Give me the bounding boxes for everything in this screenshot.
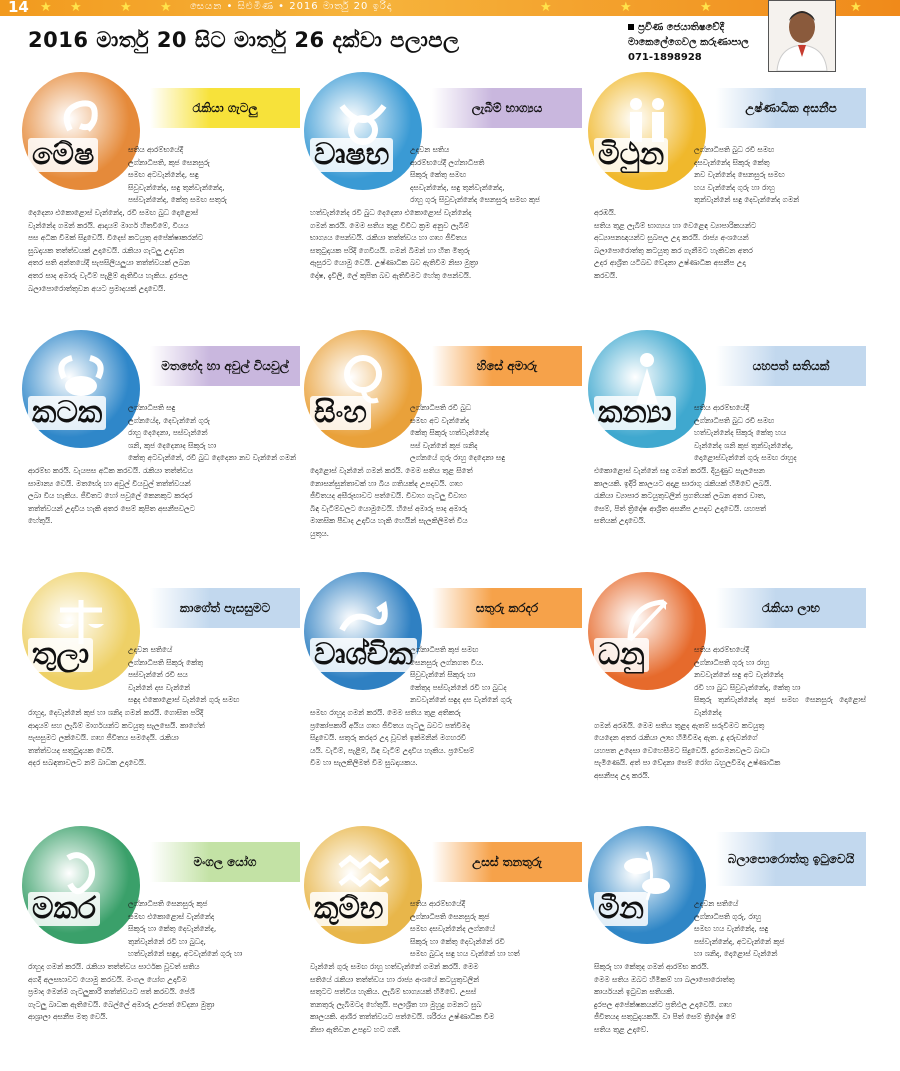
forecast-line: ලග්නයේ ගුරු රාහු දෙදෙනා සඳු xyxy=(410,453,505,463)
forecast-line: වැන්නේද ශනි කුජ තුන්වැන්නේද, xyxy=(694,440,794,450)
sign-forecast-text xyxy=(28,402,300,528)
forecast-line: සඳුද එකොළොස් වැන්නේ ගුරු සමඟ xyxy=(128,695,240,705)
forecast-line: නිසා ඇතිවන උපද්‍රව හට ගනී. xyxy=(310,1024,401,1034)
sign-name: සිංහ xyxy=(310,396,371,430)
forecast-line: හත්වැන්නේ සඳුද, අටවැන්නේ ගුරු හා xyxy=(128,949,243,959)
forecast-line: සතිය ආරම්භයේදී xyxy=(694,403,750,412)
forecast-line: සමඟ දසවැන්නේද ලග්නයේ xyxy=(410,924,496,934)
star-icon: ★ xyxy=(540,0,552,15)
forecast-line: සතිය තුළ ලැබීම් භාග්‍යය හා වෙළෙඳ ව්‍යාපාරිකයන්ට xyxy=(594,220,757,230)
horoscope-cell xyxy=(304,572,586,817)
forecast-line: ආරම්භයේදී ලග්නාධිපති xyxy=(410,157,485,167)
forecast-line: සිවුවැන්නේ සිකුරු හා xyxy=(410,670,476,680)
forecast-line: ලබා විය හැකිය. ජීවිතට හෝ පවුලේ කෙනකුට කරදර xyxy=(28,491,193,501)
page-number: 14 xyxy=(8,0,29,16)
sign-name: කටක xyxy=(28,396,106,430)
forecast-line: රාහුද, දෙවැන්නේ කුජ හා ශනිද ගමන් කරයි. ගොසිත පරිදි xyxy=(28,707,204,717)
forecast-line: සමඟ අටවැන්නේද, සඳු xyxy=(128,170,199,180)
horoscope-cell xyxy=(588,572,870,817)
forecast-line: උදර ආශ්‍රිත යටිබඩ වේදනා උෂ්ණාධික අසනීප උදා xyxy=(594,258,746,268)
star-icon: ★ xyxy=(700,0,712,15)
forecast-line: හත්වැන්නේද රවි බුධ දෙදෙනා එකොළොස් වැන්නේද xyxy=(310,207,472,217)
forecast-line: යුතුය. xyxy=(310,528,329,538)
forecast-line: ලග්නාධිපති සිකුරු කේතු xyxy=(128,657,204,667)
sign-name: කුම්භ xyxy=(310,892,388,926)
forecast-line: අතර සාද අමාරු වැටීම් පැළීම් ඇතිවිය හැකිය. දුරපල xyxy=(28,270,188,280)
sign-name: වෘෂභ xyxy=(310,138,393,172)
sign-name: මේෂ xyxy=(28,138,98,172)
forecast-line: දසවැන්නේද, සඳු තුන්වැන්නේද, xyxy=(410,182,505,192)
sign-forecast-text xyxy=(28,644,300,770)
horoscope-cell xyxy=(304,330,586,575)
page-title: 2016 මාර්තු 20 සිට මාර්තු 26 දක්වා පලාපල xyxy=(28,28,460,52)
forecast-line: කේතුද පස්වැන්නේ රවි හා බුධද xyxy=(410,682,507,692)
author-phone: 071-1898928 xyxy=(628,52,702,63)
forecast-line: තුන්වැන්නේ සඳු දෙවැන්නේද ගමන් xyxy=(694,195,800,205)
star-icon: ★ xyxy=(70,0,82,15)
sign-forecast-text xyxy=(310,644,582,770)
sign-name: වෘශ්චික xyxy=(310,638,417,672)
forecast-line: යෙදෙන අතර රැකියා ලාභ හිමිවීමද ඇත. දූ දරුවන්ගේ xyxy=(594,733,758,743)
forecast-line: සුබදායක තත්ත්වයක් උදාවෙයි. රැකියා ගැටලු උදාවන xyxy=(28,245,185,255)
forecast-line: කේතු අටවැන්නේ, රවි බුධ දෙදෙනා නව වැන්නේ ගමන් xyxy=(128,453,297,463)
bullet-icon xyxy=(628,24,634,30)
forecast-line: වීම හා සැලකිලිමත් වීම සුබදායකය. xyxy=(310,758,418,768)
author-photo xyxy=(768,0,836,72)
forecast-line: අතර සති අන්තයේදී සැපසිලියලුයා තත්ත්වයක් ලබන xyxy=(28,258,190,268)
forecast-line: සිකුරු හා කේතු දෙවැන්නේද, xyxy=(128,924,217,934)
sign-headline-banner: රැකියා ලාභ xyxy=(716,588,866,628)
forecast-line: භාග්‍යය පෙන්වයි. රැකියා තත්ත්වය හා ගෘහ ජීවිතය xyxy=(310,233,467,243)
forecast-line: කාලයකි. ඉදිරි කාලයට අදාළ සාරාගු රැකියක් හිමිවේ ලබයි. xyxy=(594,478,772,488)
forecast-line: සෙම්, පිත් ත්‍රිදෝෂ ආශ්‍රිත අසනීප උපදව උදාවෙයි. යහපත් xyxy=(594,503,767,513)
forecast-line: පස් වැන්නේ කුජ ශනිද xyxy=(410,440,478,450)
horoscope-cell xyxy=(22,826,304,1071)
forecast-line: අධ්‍යාපනඥයන්ට සුබපල උදා කරයි. රාජ්‍ය අංශයෙන් xyxy=(594,233,749,243)
forecast-line: ගමන් කරයි. මෙම සතිය තුළ විවිධ ක්‍රම අනුව ලැබීම් xyxy=(310,220,470,230)
forecast-line: යහපත උදෙසා වෙහෙසීමට සිදුවෙයි. දුරගමනවලට බාධා xyxy=(594,745,770,755)
forecast-line: ආශ්‍රාලා අසනීප මතු වෙයි. xyxy=(28,1012,108,1022)
forecast-line: දොළොස් වැන්නේ ගමන් කරයි. මෙම සතිය තුළ සිතේ xyxy=(310,465,473,475)
forecast-line: පස්වැන්නේ රවි සය xyxy=(128,670,188,680)
forecast-line: බලාපොරොත්තු කටයුතු කර ගැනීමට හැකිවන අතර xyxy=(594,245,753,255)
forecast-line: පැමිණෙයි. අත් පා වේදනා සෙම් රෝග බහුලවීමද උෂ්ණාධික xyxy=(594,758,781,768)
forecast-line: දසවැන්නේද සිකුරු කේතු xyxy=(694,157,770,167)
sign-forecast-text xyxy=(594,402,866,528)
forecast-line: ජීවිතයද සතුටුදායකයි. වා පිත් සෙම් ත්‍රිදෝෂ මේ xyxy=(594,1012,736,1022)
forecast-line: ලග්නාධිපති බුධ රවි සමඟ xyxy=(694,145,775,154)
forecast-line: මානසික පීඩාද උදාවිය හැකි හෙයින් සැලකිලිමත් විය xyxy=(310,516,468,526)
forecast-line: හා ශනිද, දොළොස් වැන්නේ xyxy=(694,949,778,959)
forecast-line: කරවයි. xyxy=(594,270,618,280)
forecast-line: සිකුරු තුන්වැන්නේද කුජ සමඟ සෙනසුරු දොළොස් වැන්නේද xyxy=(694,695,869,717)
sign-headline-banner: රැකියා ගැටලු xyxy=(150,88,300,128)
forecast-line: රවි හා බුධ සිවුවැන්නේද, කේතු හා xyxy=(694,682,801,692)
forecast-line: වැන්නේද ගමන් කරයි. ආදායම් මාර්ග හිතවීමේ, වියය xyxy=(28,220,189,230)
sign-name: මකර xyxy=(28,892,100,926)
forecast-line: නව වැන්නේද සෙනසුරු සමඟ xyxy=(694,170,785,180)
forecast-line: නවවැන්නේ සඳු අට වැන්නේද xyxy=(694,670,784,680)
forecast-line: දුරපල අපේක්ෂකයන්ට ප්‍රතිඵල උදාවෙයි. ගෘහ xyxy=(594,999,733,1009)
forecast-line: තනතුරු ලැබීමටද හේතුයි. පලාශ්‍රිත හා මුහුදු ගමනට සුබ xyxy=(310,999,482,1009)
forecast-line: දෙදෙනා එකොළොස් වැන්නේද, රවි සමඟ බුධ දොළොස් xyxy=(28,207,199,217)
forecast-line: කේතු සිකුරු හත්වැන්නේද xyxy=(410,428,489,438)
forecast-line: නොසන්සුන්තාවක් හා බිය ගතියක්ද උපදවයි. ගෘහ xyxy=(310,478,463,488)
sign-forecast-text xyxy=(28,144,300,295)
forecast-line: සතිය ආරම්භයේදී xyxy=(694,645,750,654)
forecast-line: උදාවන සතිය xyxy=(410,145,450,154)
sign-headline-banner: ලැබීම් භාග්‍යය xyxy=(432,88,582,128)
forecast-line: ලග්නාධිපති කුජ සමඟ xyxy=(410,645,479,654)
forecast-line: සතිය ආරම්භයේදී xyxy=(128,145,184,154)
sign-forecast-text xyxy=(28,898,300,1024)
forecast-line: සිදුවෙයි. සතුරු කරදර උදා වූවත් ඉක්මනින් මගහරවී xyxy=(310,733,467,743)
strip-info: සෙයන • සිළුමිණ • 2016 මාර්තු 20 ඉරිදා xyxy=(190,1,393,12)
forecast-line: එකොළොස් වැන්නේ සඳු ගමන් කරයි. දියුණුව සැලසෙන xyxy=(594,465,765,475)
forecast-line: හය වැන්නේද ගුරු හා රාහු xyxy=(694,182,775,192)
forecast-line: ආදායම් සහ ලැබීම් මාර්ගයන්ට කටයුතු සැලසෙයි. කාගේත් xyxy=(28,720,205,730)
forecast-line: ලග්නාධිපති රවි බුධ xyxy=(410,403,472,412)
star-icon: ★ xyxy=(850,0,862,15)
forecast-line: සමඟ අට වැන්නේද xyxy=(410,415,470,425)
forecast-line: සමඟ රාහුද ගමන් කරයි. මෙම සතිය තුළ අතිකරු xyxy=(310,707,461,717)
sign-name: මිථුන xyxy=(594,138,668,172)
sign-headline-banner: උසස් තනතුරු xyxy=(432,842,582,882)
forecast-line: අදර සබඳතාවලට නම් බාධක උදාවෙයි. xyxy=(28,758,147,768)
forecast-line: ප්‍රමාද මෙන්ම ගැටලුකාරී තත්ත්වයට පත් කරවයි. පේශි xyxy=(28,987,195,997)
forecast-line: සිකුරු කේතු සමඟ xyxy=(410,170,467,180)
sign-headline-banner: හිසේ අමාරු xyxy=(432,346,582,386)
sign-name: මීන xyxy=(594,892,648,926)
forecast-line: නවවැන්නේ සඳුද දස වැන්නේ ගුරු xyxy=(410,695,512,705)
horoscope-cell xyxy=(588,72,870,317)
horoscope-cell xyxy=(22,572,304,817)
forecast-line: සිවුවැන්නේද, සඳු තුන්වැන්නේද, xyxy=(128,182,225,192)
sign-forecast-text xyxy=(594,144,866,283)
horoscope-cell xyxy=(588,330,870,575)
author-name: මාකෙලේගෙවල කරුණාපාල xyxy=(628,37,749,48)
sign-forecast-text xyxy=(310,402,582,541)
forecast-line: ගැටලු බාධක ඇතිවෙයි. බෙල්ලේ අමාරු උරපත් වේදනා මුත්‍රා xyxy=(28,999,215,1009)
forecast-line: ඇසුරට යොමු වෙයි. උෂ්ණාධික බව ඇතිවීම නිසා මුත්‍රා xyxy=(310,258,479,268)
forecast-line: රාහු ගුරු සිවුවැන්නේද සෙනසුරු සමඟ කුජ xyxy=(410,195,540,205)
top-strip xyxy=(0,0,900,16)
forecast-line: සතියක් උදාවෙයි. xyxy=(594,516,646,526)
forecast-line: යයි. වැටීම්, පැළීම්, බිඳ වැටීම් උදාවිය හැකිය. ප්‍රවේසම් xyxy=(310,745,475,755)
author-title: ප්‍රවීණ ජෙ‍යාතිෂවේදී xyxy=(638,22,725,33)
forecast-line: හත්වැන්නේද සිකුරු කේතු හය xyxy=(694,428,787,438)
forecast-line: ලග්නාධිපති සෙනසුරු කුජ xyxy=(128,899,208,908)
forecast-line: උදාවන සතියේ xyxy=(128,645,173,654)
sign-headline-banner: යහපත් සතියක් xyxy=(716,346,866,386)
horoscope-cell xyxy=(304,826,586,1071)
sign-headline-banner: උෂ්ණාධික අසනීප xyxy=(716,88,866,128)
forecast-line: තත්ත්වයද සතුටුදායක වෙයි. xyxy=(28,745,114,755)
forecast-line: මෙම සතිය ඔබට හිමිකම් හා බලාපොරොත්තු xyxy=(594,974,735,984)
forecast-line: වැන්නේ ගුරු සමඟ රාහු හත්වැන්නේ ගමන් කරයි. මෙම xyxy=(310,961,479,971)
horoscope-cell xyxy=(22,72,304,317)
forecast-line: අගදී අලසභාවට යොමු කරවයි. මංගල යෝග උදාවීම xyxy=(28,974,187,984)
horoscope-cell xyxy=(588,826,870,1071)
forecast-line: ජීවිතයද අසීරුභාවට පත්වෙයි. විවාහ ගැටලු විවාහ xyxy=(310,491,467,501)
forecast-line: ලග්නාධිපති, කුජ සෙනසුරු xyxy=(128,157,210,167)
sign-name: ධනු xyxy=(594,638,649,672)
forecast-line: සෙනසුරු ලග්නගත වීය. xyxy=(410,657,484,667)
forecast-line: ලග්නාධිපති සෙනසුරු කුජ xyxy=(410,911,490,921)
forecast-line: කාලයකි. ආශිර තත්ත්වයට පත්වෙයි. ශරීරය උෂ්ණාධික වීම xyxy=(310,1012,495,1022)
forecast-line: සතිය ආරම්භයේදී xyxy=(410,899,466,908)
forecast-line: ලග්නයේද, දෙවැන්නේ ගුරු xyxy=(128,415,210,425)
sign-headline-banner: මතභේද හා අවුල් වියවුල් xyxy=(150,346,300,386)
forecast-line: ලග්නාධිපති ගුරු හා රාහු xyxy=(694,657,770,667)
forecast-line: උදාවන සතියේ xyxy=(694,899,739,908)
forecast-line: වැන්නේ දස වැන්නේ xyxy=(128,682,191,692)
forecast-line: සමඟ බුධද සඳු හය වැන්නේ හා හත් xyxy=(410,949,520,959)
forecast-line: රාහු දෙදෙනා, පස්වැන්නේ xyxy=(128,428,208,438)
forecast-line: පස්වැන්නේද, කේතු සමඟ සතුරු xyxy=(128,195,227,205)
forecast-line: අරඹයි. xyxy=(594,207,617,217)
byline xyxy=(628,20,768,65)
sign-headline-banner: මංගල යෝග xyxy=(150,842,300,882)
sign-headline-banner: බලාපොරොත්තු ඉටුවෙයි xyxy=(716,832,866,886)
forecast-line: දොළොස්වැන්නේ ගුරු සමඟ රාහුද xyxy=(694,453,797,463)
forecast-line: අසනීපද උදා කරයි. xyxy=(594,770,650,780)
forecast-line: සමඟ හය වැන්නේද, සඳු xyxy=(694,924,769,934)
star-icon: ★ xyxy=(620,0,632,15)
forecast-line: පස අධික වීමක් සිදුවෙයි. විදෙස් කටයුතු අපේක්ෂාකරන්ට xyxy=(28,233,204,243)
sign-headline-banner: සතුරු කරදර xyxy=(432,588,582,628)
forecast-line: සිකුරු හා කේතුද ගමන් ආරම්භ කරයි. xyxy=(594,961,709,971)
sign-name: කන්‍යා xyxy=(594,396,676,430)
forecast-line: තත්ත්වයන් උදාවිය හැකි අතර සෙම් කුපිත අසනීපවලට xyxy=(28,503,195,513)
forecast-line: සතුටට පත්විය හැකිය. ලැබීම් භාග්‍යයක් හිමිවේ. උසස් xyxy=(310,987,477,997)
sign-headline-banner: කාගේත් පැසසුමට xyxy=(150,588,300,628)
forecast-line: පස්වැන්නේද, අටවැන්නේ කුජ xyxy=(694,936,785,946)
star-icon: ★ xyxy=(40,0,52,15)
forecast-line: හේතුයි. xyxy=(28,516,53,526)
author-title-line xyxy=(628,20,768,35)
forecast-line: කාර්යයන් ඉටුවන සතියකි. xyxy=(594,987,675,997)
forecast-line: රැකියා ව්‍යාපාර කටයුතුවලින් ප්‍රගතියක් ලබන අතර වාත, xyxy=(594,491,766,501)
forecast-line: සමඟ එකොළොස් වැන්නේද xyxy=(128,911,215,921)
star-icon: ★ xyxy=(120,0,132,15)
forecast-line: දෝෂ, දැවිලි, ලේ කුපිත බව ඇතිවීමට හේතු පෙන්වයි. xyxy=(310,270,472,280)
forecast-line: පැසසුමට ලක්වෙයි. ගෘහ ජීවිතය සමදෙයි. රැකියා xyxy=(28,733,179,743)
sign-forecast-text xyxy=(594,644,869,783)
forecast-line: සාමාන්‍ය වෙයි. මතභේද හා අවුල් වියවුල් තත්ත්වයන් xyxy=(28,478,191,488)
forecast-line: බිඳ වැටීම්වලට යොමුවෙයි. හිසේ අමාරු පාද අමාරු xyxy=(310,503,468,513)
forecast-line: සතුටුදායක පරිදි ගෙවියයි. ගමන් බිමන් හා හිත මිතුරු xyxy=(310,245,470,255)
forecast-line: ලග්නාධිපති බුධ රවි සමඟ xyxy=(694,415,775,425)
forecast-line: රාහුද ගමන් කරයි. රැකියා තත්ත්වය සාර්ථක වූවත් සතිය xyxy=(28,961,200,971)
forecast-line: බලාපොරොත්තුවන අයට ප්‍රමාදයක් උදාවෙයි. xyxy=(28,283,166,293)
star-icon: ★ xyxy=(160,0,172,15)
forecast-line: සතියේ රැකියා තත්ත්වය හා රාජ්‍ය අංශයේ කටයුතුවලින් xyxy=(310,974,480,984)
forecast-line: ආරම්භ කරයි. වැයපස අධික කරවයි. රැකියා තත්ත්වය xyxy=(28,465,193,475)
sign-forecast-text xyxy=(310,144,582,283)
forecast-line: ප්‍රකෝපකාරී අයිය ගෘහ ජීවිතය ගැටලු බවට පත්වීමද xyxy=(310,720,470,730)
horoscope-cell xyxy=(22,330,304,575)
sign-forecast-text xyxy=(310,898,582,1037)
sign-forecast-text xyxy=(594,898,866,1037)
forecast-line: ශනි, කුජ දෙදෙනාද සිකුරු හා xyxy=(128,440,217,450)
forecast-line: තුන්වැන්නේ රවි හා බුධද, xyxy=(128,936,206,946)
forecast-line: ලග්නාධිපති සඳු xyxy=(128,403,176,412)
forecast-line: ලග්නාධිපති ගුරු, රාහු xyxy=(694,911,762,921)
forecast-line: සිකුරු හා කේතු දෙවැන්නේ රවි xyxy=(410,936,505,946)
horoscope-cell xyxy=(304,72,586,317)
forecast-line: සතිය තුළ උදාවේ. xyxy=(594,1024,649,1034)
forecast-line: ගමන් අරඹයි. මෙම සතිය තුළද ඇතම් සරුවීමට කටයුතු xyxy=(594,720,765,730)
sign-name: තුලා xyxy=(28,638,93,672)
